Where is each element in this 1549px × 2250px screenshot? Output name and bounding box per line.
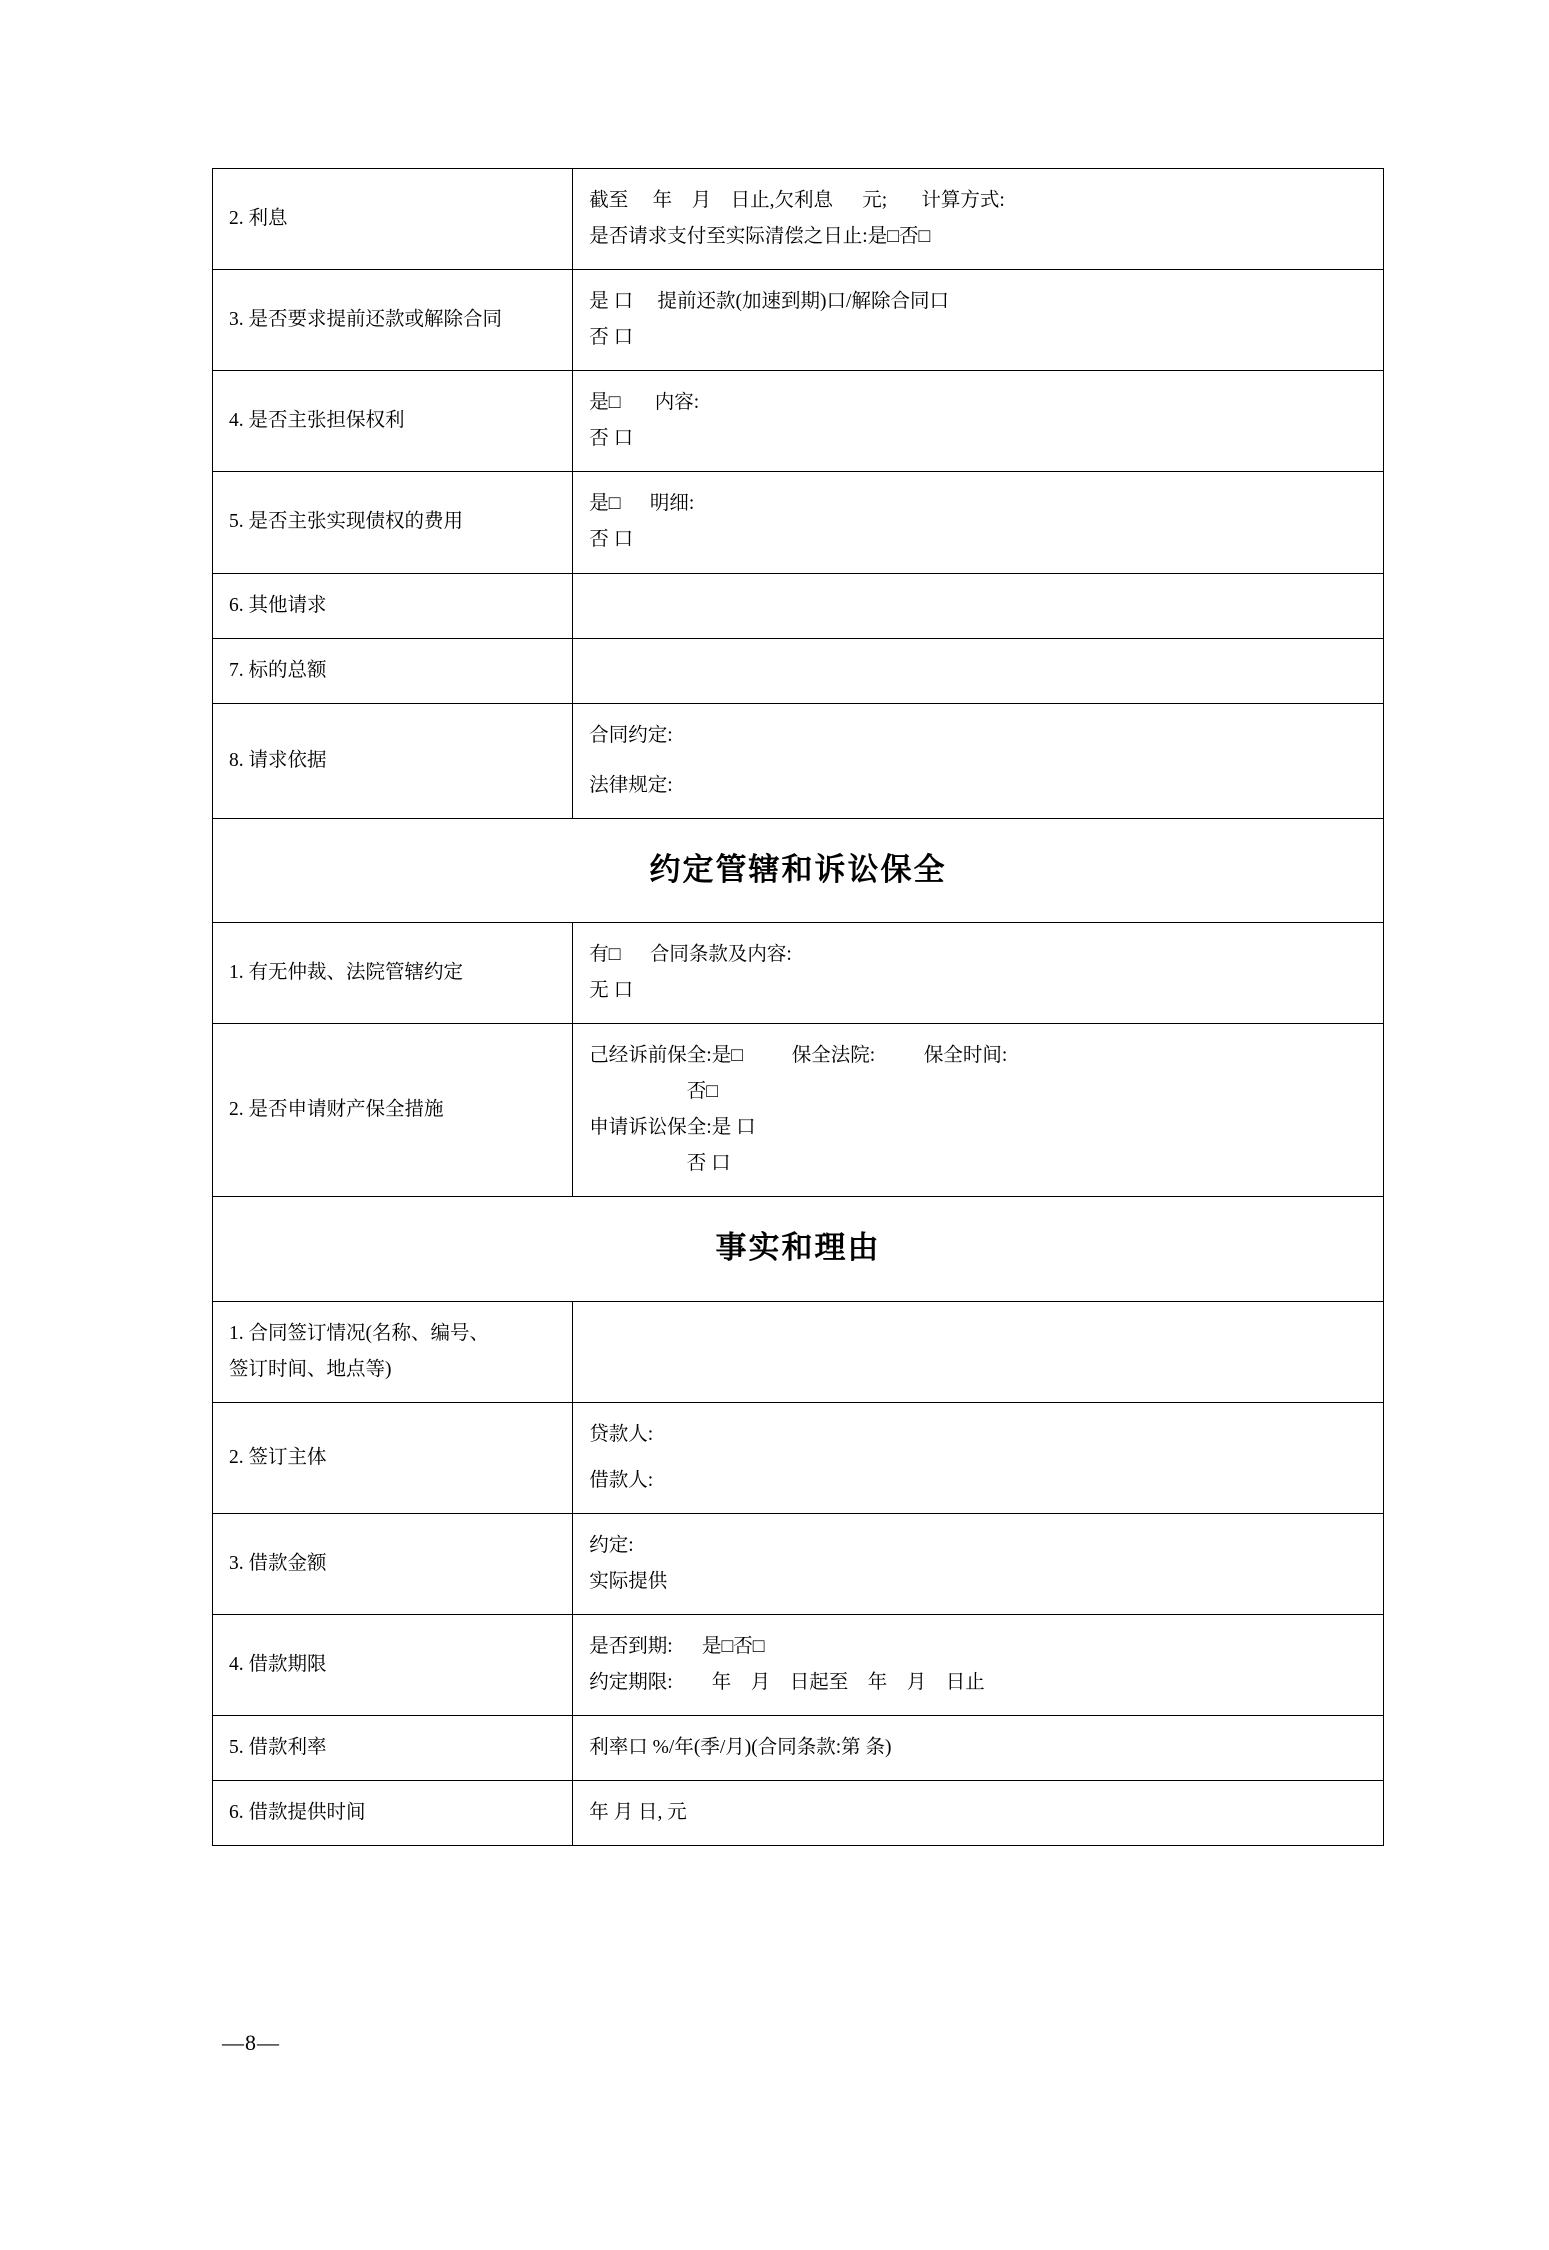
table-row — [213, 1716, 1384, 1781]
interest-line-1: 截至 年 月 日止,欠利息 元; 计算方式: — [589, 190, 1005, 211]
row-value-loan-provide-time: 年 月 日, 元 — [573, 1781, 1384, 1846]
table-row — [213, 1615, 1384, 1716]
row-label-loan-rate: 5. 借款利率 — [213, 1716, 573, 1781]
table-row — [213, 371, 1384, 472]
section-heading-facts: 事实和理由 — [213, 1197, 1384, 1301]
row-label-arbitration-agreement: 1. 有无仲裁、法院管辖约定 — [213, 923, 573, 1024]
loan-amount-agreed: 约定: — [589, 1535, 634, 1557]
preservation-line-2: 否□ — [589, 1081, 719, 1103]
security-rights-line-1: 是□ 内容: — [589, 392, 700, 414]
row-label-interest: 2. 利息 — [213, 169, 573, 270]
borrower-line: 借款人: — [589, 1470, 654, 1491]
row-label-other-claims: 6. 其他请求 — [213, 573, 573, 638]
row-value-signing-parties — [573, 1402, 1384, 1513]
security-rights-line-2: 否 口 — [589, 428, 634, 450]
row-value-property-preservation — [573, 1024, 1384, 1197]
table-row — [213, 1514, 1384, 1615]
claim-basis-line-1: 合同约定: — [589, 724, 673, 746]
claim-cost-line-1: 是□ 明细: — [589, 493, 695, 515]
table-row — [213, 703, 1384, 818]
row-label-security-rights: 4. 是否主张担保权利 — [213, 371, 573, 472]
arbitration-line-1: 有□ 合同条款及内容: — [589, 944, 792, 966]
preservation-line-4: 否 口 — [589, 1153, 731, 1175]
row-value-claim-cost — [573, 472, 1384, 573]
preservation-line-1: 己经诉前保全:是□ 保全法院: 保全时间: — [589, 1045, 1008, 1067]
claim-basis-line-2: 法律规定: — [589, 774, 673, 796]
preservation-line-3: 申请诉讼保全:是 口 — [589, 1117, 756, 1139]
early-repayment-line-2: 否 口 — [589, 327, 634, 349]
section-heading-jurisdiction: 约定管辖和诉讼保全 — [213, 818, 1384, 922]
row-value-loan-amount — [573, 1514, 1384, 1615]
table-row — [213, 472, 1384, 573]
row-value-contract-signing — [573, 1301, 1384, 1402]
loan-term-due: 是否到期: 是□否□ — [589, 1636, 765, 1658]
table-row — [213, 169, 1384, 270]
row-value-claim-basis — [573, 703, 1384, 818]
row-label-property-preservation: 2. 是否申请财产保全措施 — [213, 1024, 573, 1197]
row-label-early-repayment: 3. 是否要求提前还款或解除合同 — [213, 270, 573, 371]
page-number: —8— — [222, 2030, 280, 2055]
table-row — [213, 638, 1384, 703]
row-value-total-amount — [573, 638, 1384, 703]
row-value-other-claims — [573, 573, 1384, 638]
table-row — [213, 923, 1384, 1024]
row-label-claim-basis: 8. 请求依据 — [213, 703, 573, 818]
claim-cost-line-2: 否 口 — [589, 529, 634, 551]
loan-amount-actual: 实际提供 — [589, 1571, 668, 1593]
table-row — [213, 270, 1384, 371]
row-label-signing-parties: 2. 签订主体 — [213, 1402, 573, 1513]
table-row — [213, 1024, 1384, 1197]
section-heading-jurisdiction-row — [213, 818, 1384, 922]
table-row — [213, 1402, 1384, 1513]
table-row — [213, 1301, 1384, 1402]
arbitration-line-2: 无 口 — [589, 980, 634, 1002]
row-value-early-repayment — [573, 270, 1384, 371]
contract-signing-label-line-1: 1. 合同签订情况(名称、编号、 签订时间、地点等) — [229, 1322, 489, 1380]
row-value-loan-term — [573, 1615, 1384, 1716]
table-row — [213, 573, 1384, 638]
row-label-loan-term: 4. 借款期限 — [213, 1615, 573, 1716]
row-label-contract-signing — [213, 1301, 573, 1402]
row-value-security-rights — [573, 371, 1384, 472]
lender-line: 贷款人: — [589, 1423, 654, 1445]
row-value-interest — [573, 169, 1384, 270]
early-repayment-line-1: 是 口 提前还款(加速到期)口/解除合同口 — [589, 291, 949, 313]
loan-term-period: 约定期限: 年 月 日起至 年 月 日止 — [589, 1672, 985, 1694]
row-label-total-amount: 7. 标的总额 — [213, 638, 573, 703]
row-label-loan-amount: 3. 借款金额 — [213, 1514, 573, 1615]
row-value-arbitration-agreement — [573, 923, 1384, 1024]
row-value-loan-rate: 利率口 %/年(季/月)(合同条款:第 条) — [573, 1716, 1384, 1781]
row-label-loan-provide-time: 6. 借款提供时间 — [213, 1781, 573, 1846]
claim-form-table — [212, 168, 1384, 1846]
row-label-claim-cost: 5. 是否主张实现债权的费用 — [213, 472, 573, 573]
interest-line-2: 是否请求支付至实际清偿之日止:是□否□ — [589, 226, 931, 248]
table-row — [213, 1781, 1384, 1846]
section-heading-facts-row — [213, 1197, 1384, 1301]
